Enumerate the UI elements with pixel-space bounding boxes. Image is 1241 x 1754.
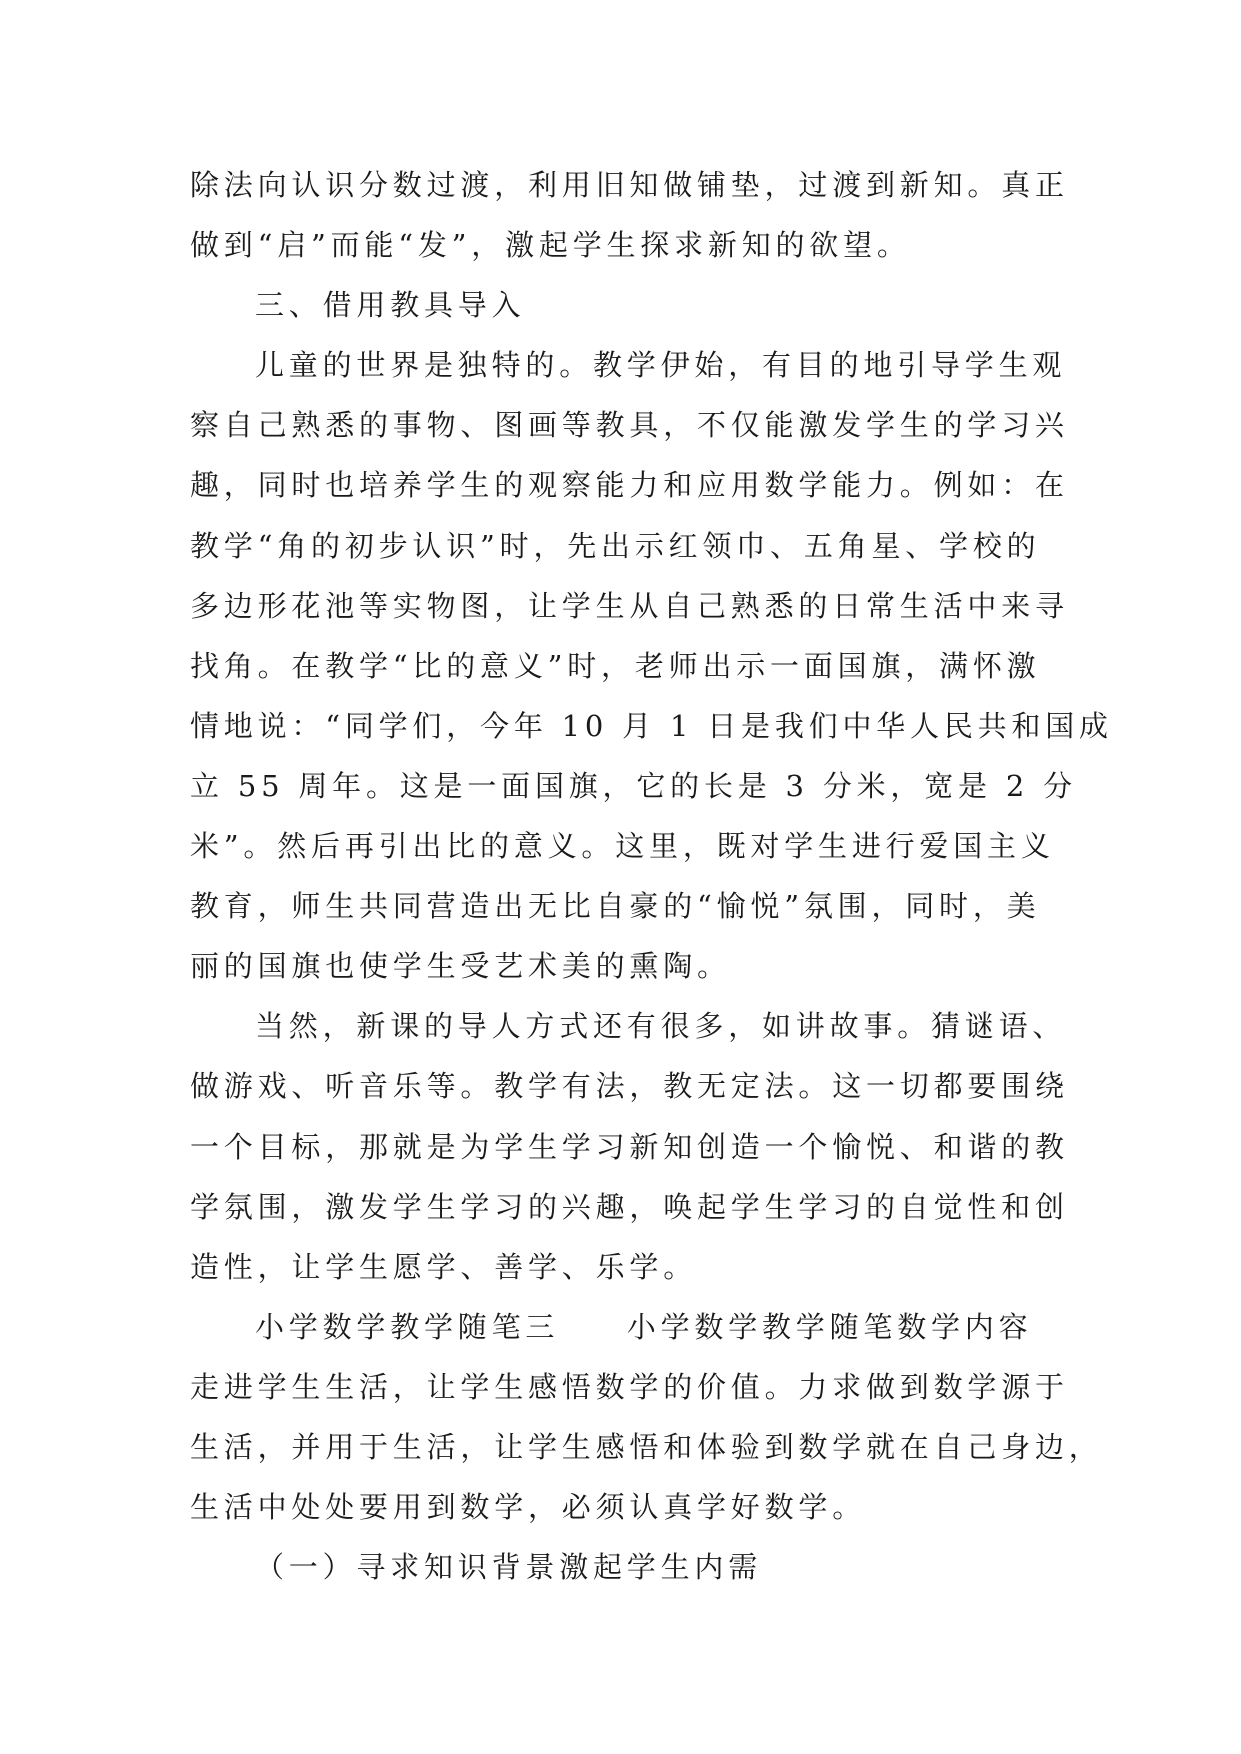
section-heading: （一）寻求知识背景激起学生内需 (255, 1550, 763, 1585)
text-line: 米”。然后再引出比的意义。这里，既对学生进行爱国主义 (190, 829, 1055, 864)
text-line: 造性，让学生愿学、善学、乐学。 (190, 1249, 698, 1284)
text-line: 学氛围，激发学生学习的兴趣，唤起学生学习的自觉性和创 (190, 1189, 1069, 1224)
text-line: 做游戏、听音乐等。教学有法，教无定法。这一切都要围绕 (190, 1069, 1069, 1104)
text-line: 情地说：“同学们，今年 10 月 1 日是我们中华人民共和国成 (190, 708, 1113, 743)
text-line: 找角。在教学“比的意义”时，老师出示一面国旗，满怀激 (190, 648, 1041, 683)
text-line: 丽的国旗也使学生受艺术美的熏陶。 (190, 949, 731, 984)
text-line: 趣，同时也培养学生的观察能力和应用数学能力。例如：在 (190, 468, 1069, 503)
text-line: 当然，新课的导人方式还有很多，如讲故事。猜谜语、 (255, 1009, 1067, 1044)
text-line: 察自己熟悉的事物、图画等教具，不仅能激发学生的学习兴 (190, 408, 1069, 443)
text-line: 儿童的世界是独特的。教学伊始，有目的地引导学生观 (255, 348, 1067, 383)
section-heading: 三、借用教具导入 (255, 288, 526, 323)
body-text (190, 155, 1113, 1597)
text-line: 做到“启”而能“发”，激起学生探求新知的欲望。 (190, 228, 911, 263)
text-line: 生活，并用于生活，让学生感悟和体验到数学就在自己身边， (190, 1429, 1103, 1464)
text-line: 小学数学教学随笔三 小学数学教学随笔数学内容 (255, 1309, 1033, 1344)
text-line: 多边形花池等实物图，让学生从自己熟悉的日常生活中来寻 (190, 588, 1069, 623)
text-line: 除法向认识分数过渡，利用旧知做铺垫，过渡到新知。真正 (190, 168, 1069, 202)
text-line: 一个目标，那就是为学生学习新知创造一个愉悦、和谐的教 (190, 1129, 1069, 1164)
text-line: 生活中处处要用到数学，必须认真学好数学。 (190, 1490, 867, 1525)
text-line: 走进学生生活，让学生感悟数学的价值。力求做到数学源于 (190, 1369, 1069, 1404)
text-line: 立 55 周年。这是一面国旗，它的长是 3 分米，宽是 2 分 (190, 768, 1077, 803)
text-line: 教学“角的初步认识”时，先出示红领巾、五角星、学校的 (190, 528, 1041, 563)
text-line: 教育，师生共同营造出无比自豪的“愉悦”氛围，同时，美 (190, 889, 1041, 924)
